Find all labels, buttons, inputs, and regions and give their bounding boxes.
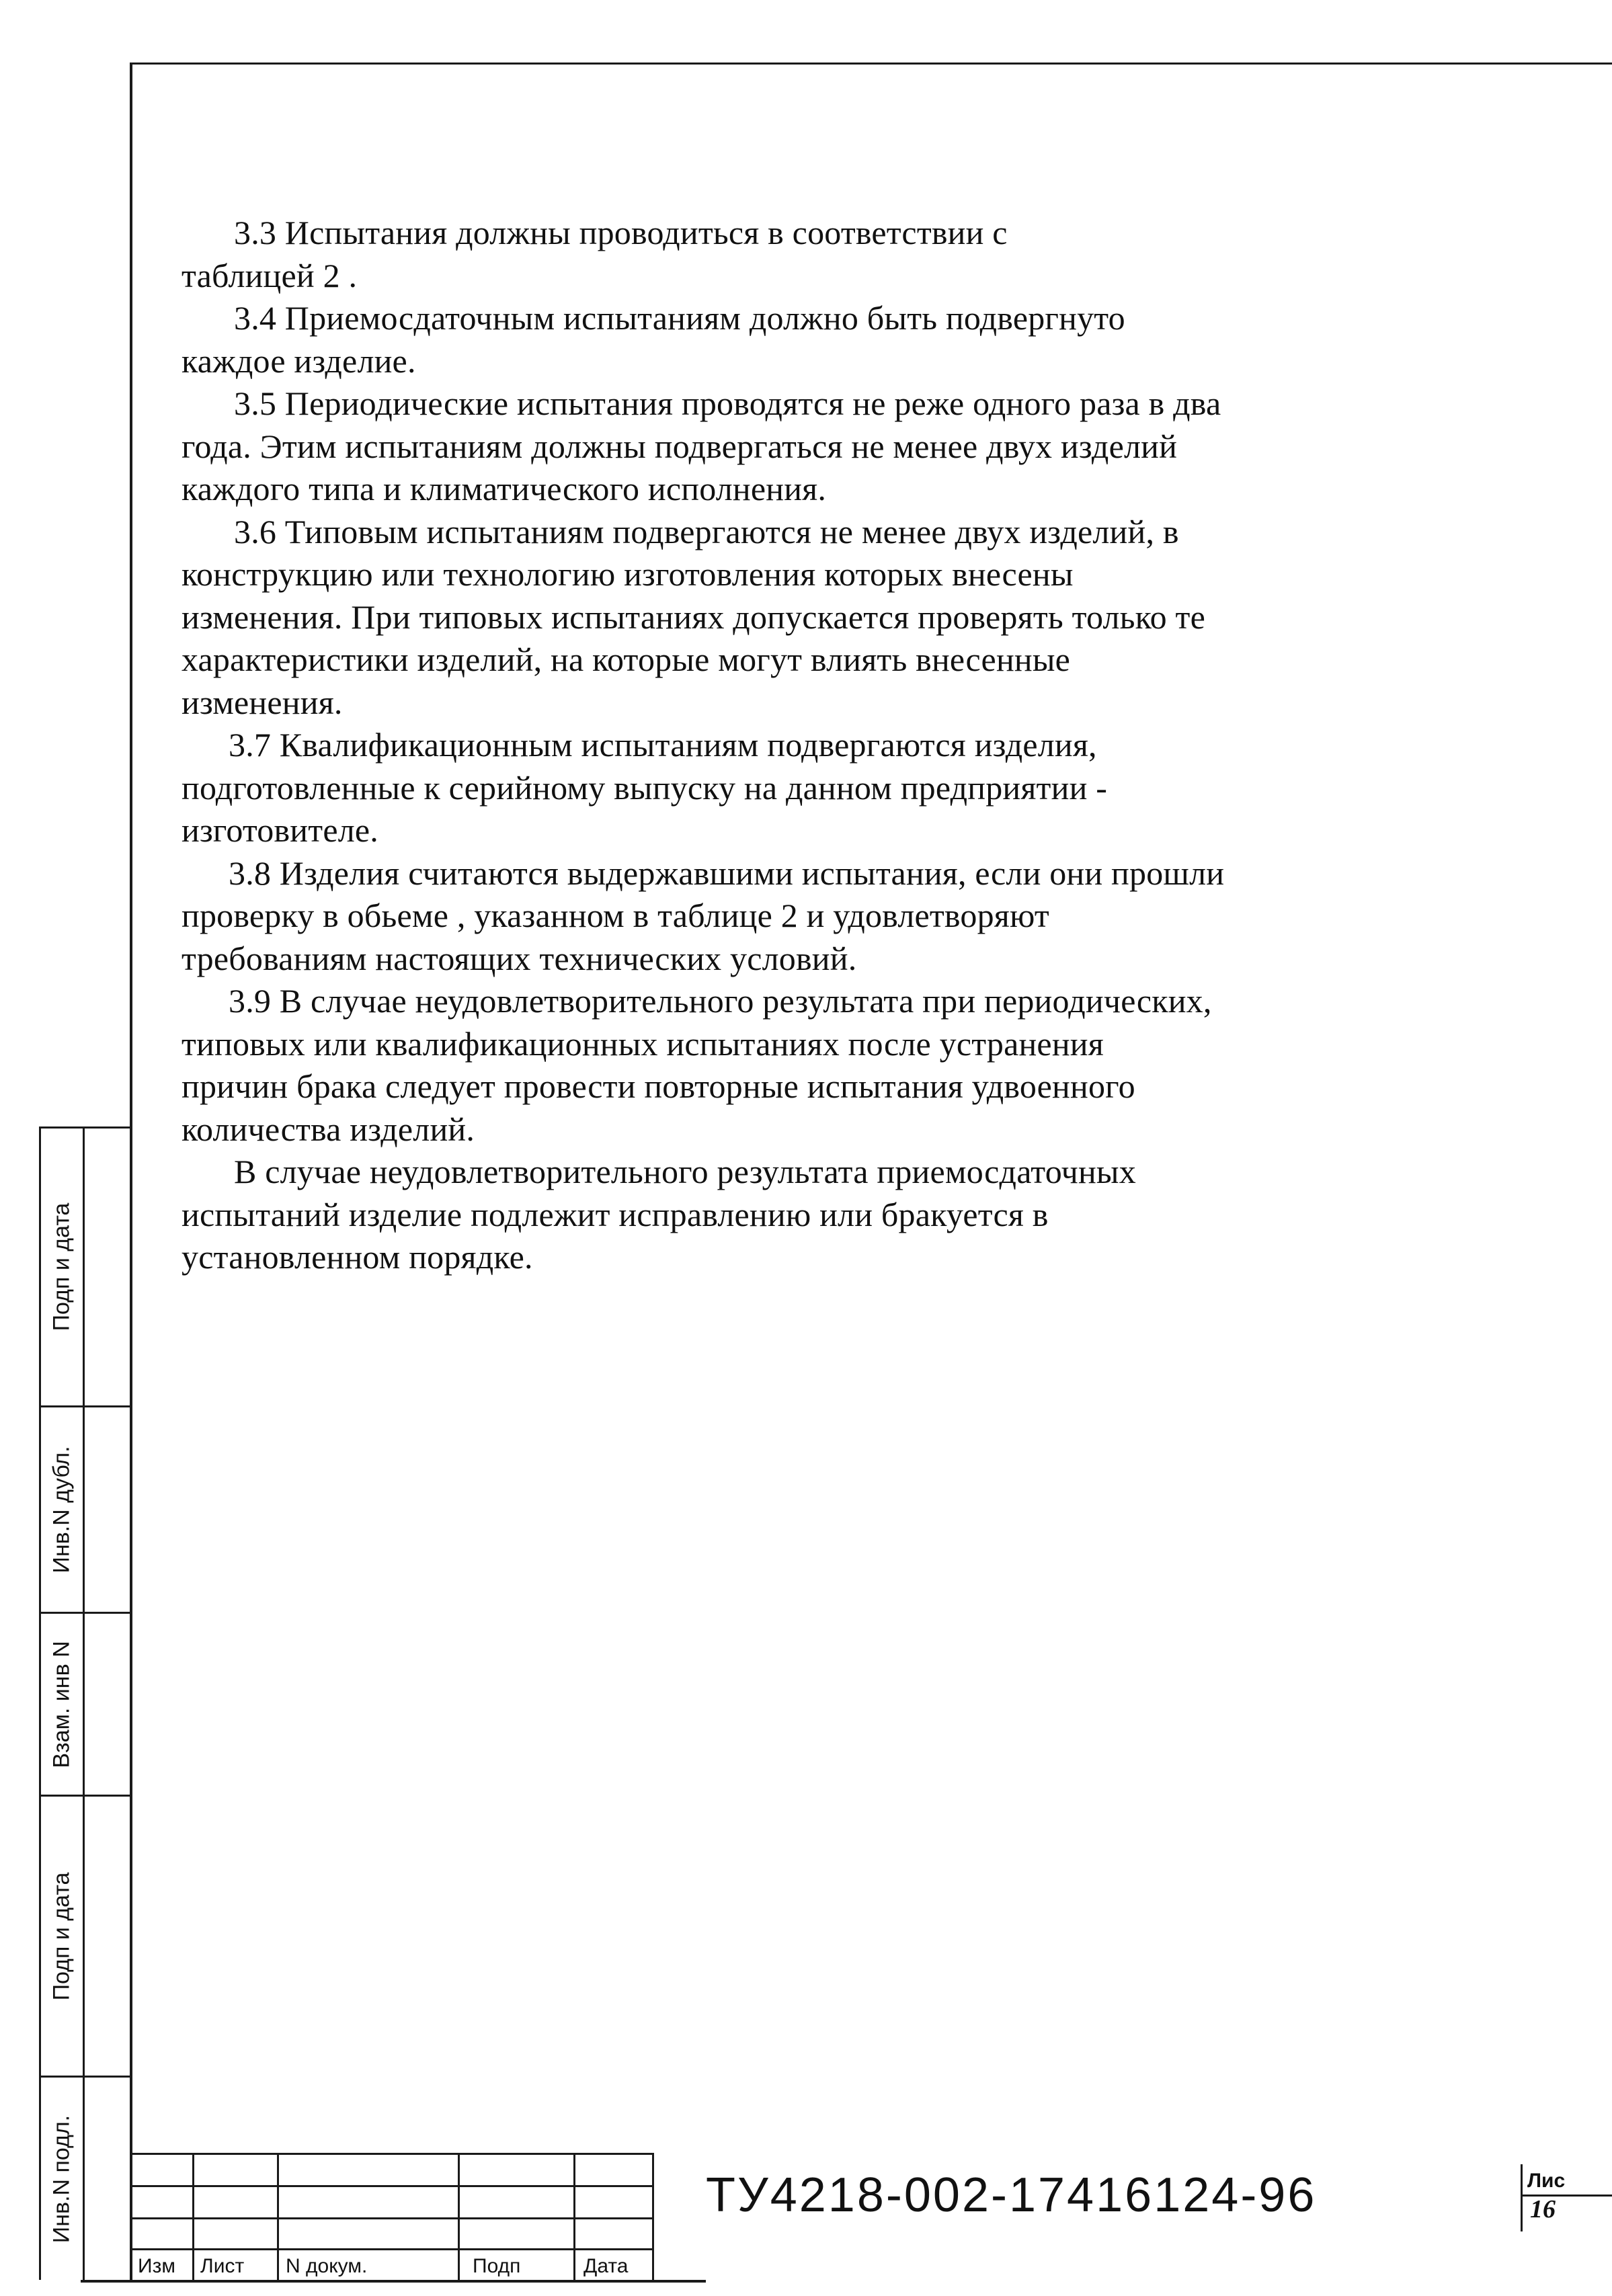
paragraph-3-5-line-2: года. Этим испытаниям должны подвергаться не менее двух изделий: [182, 427, 1178, 465]
stamp-label-n-dokum: N докум.: [286, 2255, 368, 2277]
paragraph-final-line-2: испытаний изделие подлежит исправлению или бракуется в: [182, 1195, 1049, 1233]
sheet-box-border: [1521, 2164, 1523, 2231]
sidebar-label-podp-data-1: Подп и дата: [48, 1202, 75, 1331]
paragraph-3-9-line-4: количества изделий.: [182, 1110, 475, 1148]
paragraph-3-7-line-3: изготовителе.: [182, 811, 378, 849]
document-designation: ТУ4218-002-17416124-96: [706, 2168, 1317, 2222]
sidebar-divider: [83, 1407, 85, 1612]
stamp-label-data: Дата: [583, 2255, 629, 2277]
sidebar-cell-vzam-inv: [41, 1614, 130, 1797]
sheet-label: Лис: [1527, 2170, 1566, 2192]
sidebar-divider: [83, 2078, 85, 2280]
frame-top-border: [130, 63, 1612, 65]
stamp-label-podp: Подп: [473, 2255, 521, 2277]
sidebar-label-vzam-inv: Взам. инв N: [48, 1640, 75, 1768]
sidebar-cell-inv-dubl: [41, 1407, 130, 1614]
sidebar-label-inv-dubl: Инв.N дубл.: [48, 1446, 75, 1573]
stamp-column-line: [573, 2153, 575, 2280]
paragraph-3-9-line-2: типовых или квалификационных испытаниях после устранения: [182, 1024, 1104, 1063]
paragraph-3-6-line-4: характеристики изделий, на которые могут влиять внесенные: [182, 641, 1071, 678]
sidebar-divider: [83, 1129, 85, 1405]
paragraph-3-6-line-1: 3.6 Типовым испытаниям подвергаются не менее двух изделий, в: [234, 512, 1179, 550]
sheet-number: 16: [1530, 2195, 1556, 2223]
stamp-column-line: [458, 2153, 460, 2280]
paragraph-3-3-line-1: 3.3 Испытания должны проводиться в соответствии с: [234, 214, 1008, 251]
sidebar-divider: [83, 1797, 85, 2076]
paragraph-3-8-line-3: требованиям настоящих технических условий.: [182, 939, 857, 977]
paragraph-3-5-line-3: каждого типа и климатического исполнения.: [182, 470, 827, 507]
frame-left-border: [130, 63, 132, 2281]
paragraph-3-6-line-3: изменения. При типовых испытаниях допускается проверять только те: [182, 598, 1205, 636]
sidebar-divider: [83, 1614, 85, 1795]
margin-stamp-sidebar: [39, 1126, 130, 2280]
stamp-column-line: [652, 2153, 654, 2280]
sidebar-label-inv-podl: Инв.N подл.: [48, 2115, 75, 2243]
paragraph-3-6-line-2: конструкцию или технологию изготовления которых внесены: [182, 555, 1074, 593]
sidebar-cell-inv-podl: [41, 2078, 130, 2280]
sidebar-label-podp-data-2: Подп и дата: [48, 1872, 75, 2000]
paragraph-3-7-line-1: 3.7 Квалификационным испытаниям подвергаются изделия,: [229, 726, 1097, 764]
stamp-column-line: [192, 2153, 194, 2280]
paragraph-3-4-line-2: каждое изделие.: [182, 341, 416, 380]
stamp-label-list: Лист: [200, 2255, 245, 2277]
paragraph-final-line-1: В случае неудовлетворительного результата приемосдаточных: [234, 1153, 1136, 1190]
frame-bottom-border: [81, 2280, 706, 2283]
paragraph-3-7-line-2: подготовленные к серийному выпуску на данном предприятии -: [182, 768, 1108, 807]
sidebar-cell-podp-data-2: [41, 1797, 130, 2078]
stamp-label-izm: Изм: [138, 2255, 175, 2277]
paragraph-final-line-3: установленном порядке.: [182, 1238, 533, 1276]
paragraph-3-8-line-1: 3.8 Изделия считаются выдержавшими испытания, если они прошли: [229, 854, 1225, 892]
sidebar-cell-podp-data-1: [41, 1129, 130, 1407]
title-block-stamp: [130, 2153, 654, 2280]
paragraph-3-9-line-1: 3.9 В случае неудовлетворительного результата при периодических,: [229, 982, 1212, 1020]
sheet-number-box: [1521, 2158, 1612, 2223]
paragraph-3-8-line-2: проверку в обьеме , указанном в таблице 2 и удовлетворяют: [182, 897, 1049, 934]
document-body: [182, 212, 1439, 1279]
stamp-column-line: [277, 2153, 279, 2280]
paragraph-3-6-line-5: изменения.: [182, 683, 343, 721]
stamp-row-line: [130, 2217, 654, 2219]
stamp-row-line: [130, 2153, 654, 2155]
paragraph-3-4-line-1: 3.4 Приемосдаточным испытаниям должно быть подвергнуто: [234, 299, 1125, 337]
paragraph-3-9-line-3: причин брака следует провести повторные испытания удвоенного: [182, 1067, 1135, 1105]
stamp-row-line: [130, 2248, 654, 2250]
paragraph-3-3-line-2: таблицей 2 .: [182, 256, 358, 294]
stamp-row-line: [130, 2185, 654, 2187]
paragraph-3-5-line-1: 3.5 Периодические испытания проводятся не реже одного раза в два: [234, 384, 1221, 422]
